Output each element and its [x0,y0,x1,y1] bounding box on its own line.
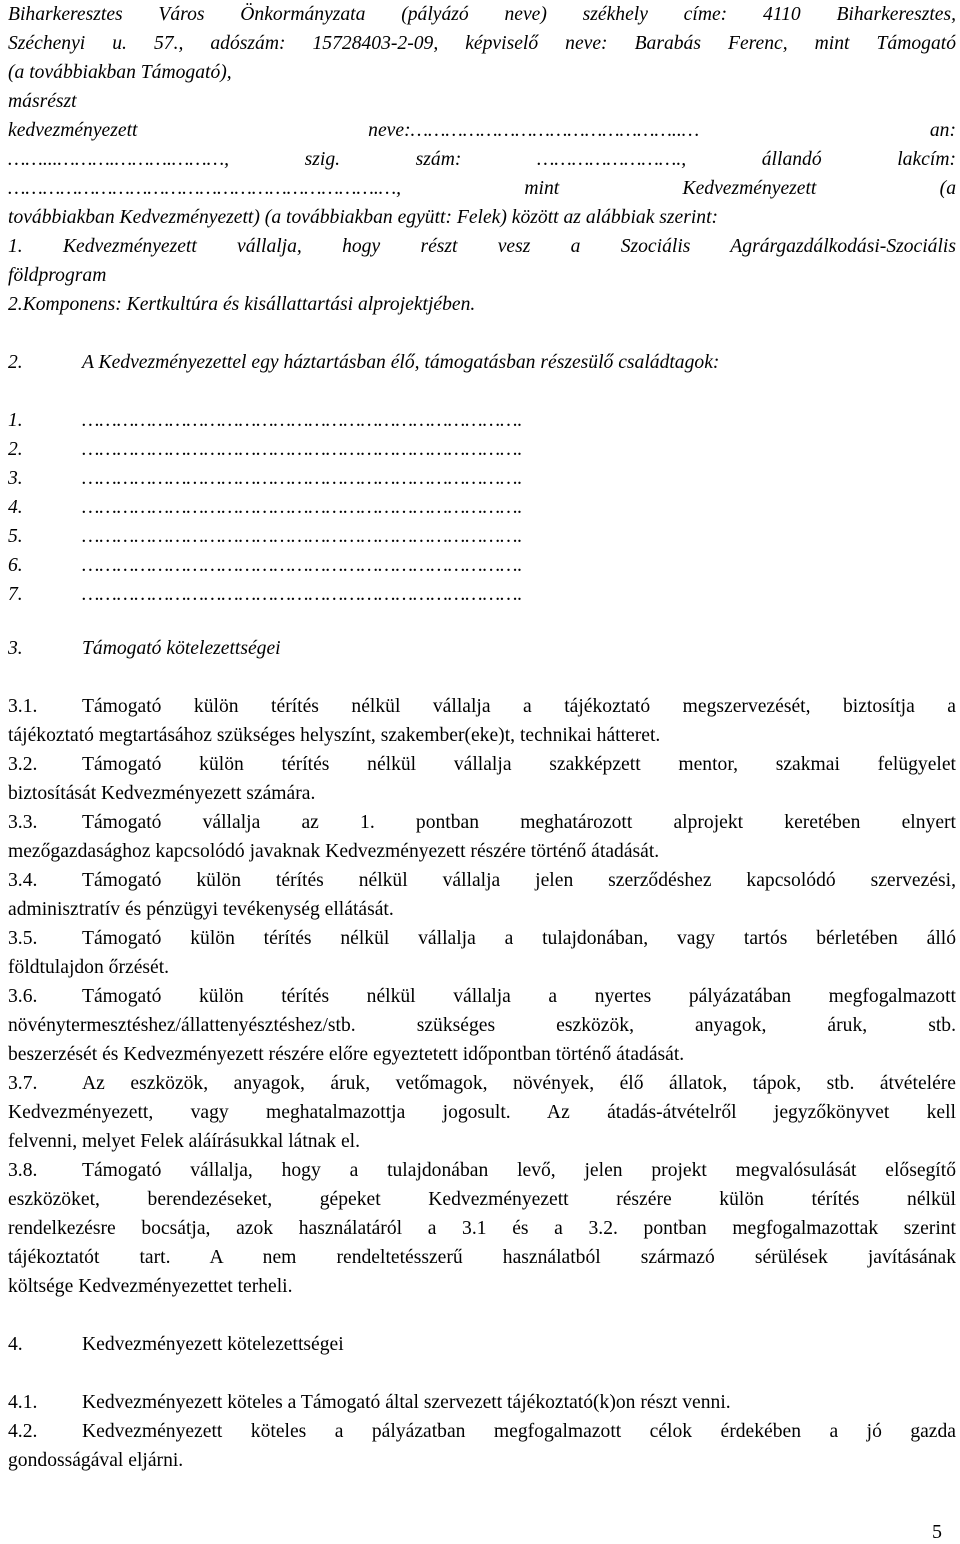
intro-line: továbbiakban Kedvezményezett) (a továbbiakban együtt: Felek) között az alábbiak szerint: [8,207,719,228]
paragraph-3-5-line [8,927,956,951]
section-number: 2. [8,352,23,373]
section-title: Támogató kötelezettségei [82,638,281,659]
paragraph-text: Támogató vállalja az 1. pontban meghatározott alprojekt keretében elnyert [82,812,956,833]
paragraph-text: Támogató külön térítés nélkül vállalja szakképzett mentor, szakmai felügyelet [82,754,956,775]
paragraph-number: 3.5. [8,928,38,949]
paragraph-number: 4.2. [8,1421,38,1442]
blank-line: …………………………………………………………………. [82,526,523,547]
paragraph-3-2-line: biztosítását Kedvezményezett számára. [8,783,316,804]
paragraph-3-4-line: adminisztratív és pénzügyi tevékenység ellátását. [8,899,394,920]
intro-line: Széchenyi u. 57., adószám: 15728403-2-09, képviselő neve: Barabás Ferenc, mint Támogató [8,33,956,54]
paragraph-3-8-line: költsége Kedvezményezettet terheli. [8,1276,293,1297]
paragraph-number: 3.4. [8,870,38,891]
list-number: 4. [8,497,23,518]
section1-line: 2.Komponens: Kertkultúra és kisállattartási alprojektjében. [8,294,476,315]
paragraph-text: Támogató külön térítés nélkül vállalja a tájékoztató megszervezését, biztosítja a [82,696,956,717]
paragraph-number: 3.7. [8,1073,38,1094]
list-item [8,409,956,433]
paragraph-3-2-line [8,753,956,777]
paragraph-text: Támogató külön térítés nélkül vállalja a nyertes pályázatában megfogalmazott [82,986,956,1007]
paragraph-number: 3.6. [8,986,38,1007]
paragraph-4-2-line: gondosságával eljárni. [8,1450,184,1471]
paragraph-3-7-line: felvenni, melyet Felek aláírásukkal látnak el. [8,1131,361,1152]
paragraph-number: 3.3. [8,812,38,833]
paragraph-text: Támogató vállalja, hogy a tulajdonában levő, jelen projekt megvalósulását elősegítő [82,1160,956,1181]
list-number: 2. [8,439,23,460]
blank-line: …………………………………………………………………. [82,439,523,460]
paragraph-4-2-line [8,1420,956,1444]
blank-line: …………………………………………………………………. [82,584,523,605]
paragraph-3-5-line: földtulajdon őrzését. [8,957,170,978]
section-number: 4. [8,1334,23,1355]
paragraph-text: Kedvezményezett köteles a Támogató által szervezett tájékoztató(k)on részt venni. [82,1392,731,1413]
paragraph-3-1-line [8,695,956,719]
list-item [8,438,956,462]
paragraph-3-3-line: mezőgazdasághoz kapcsolódó javaknak Kedvezményezett részére történő átadását. [8,841,660,862]
blank-line: …………………………………………………………………. [82,497,523,518]
section-title: A Kedvezményezettel egy háztartásban élő, támogatásban részesülő családtagok: [82,352,720,373]
paragraph-3-4-line [8,869,956,893]
list-item [8,525,956,549]
paragraph-3-3-line [8,811,956,835]
section1-line: földprogram [8,265,107,286]
paragraph-number: 3.8. [8,1160,38,1181]
intro-line: (a továbbiakban Támogató), [8,62,232,83]
list-item [8,496,956,520]
page-number: 5 [932,1521,942,1543]
blank-line: …………………………………………………………………. [82,410,523,431]
section3-heading [8,637,956,661]
paragraph-3-6-line: növénytermesztéshez/állattenyésztéshez/stb. szükséges eszközök, anyagok, áruk, stb. [8,1015,956,1036]
paragraph-3-8-line: eszközöket, berendezéseket, gépeket Kedvezményezett részére külön térítés nélkül [8,1189,956,1210]
list-item [8,554,956,578]
list-number: 5. [8,526,23,547]
intro-line: ……………………………………………………….…, mint Kedvezményezett (a [8,178,956,199]
list-item [8,583,956,607]
paragraph-4-1-line [8,1391,956,1415]
paragraph-number: 3.1. [8,696,38,717]
intro-line: Biharkeresztes Város Önkormányzata (pályázó neve) székhely címe: 4110 Biharkeresztes, [8,4,956,25]
list-number: 7. [8,584,23,605]
paragraph-text: Az eszközök, anyagok, áruk, vetőmagok, növények, élő állatok, tápok, stb. átvételére [82,1073,956,1094]
paragraph-3-7-line [8,1072,956,1096]
paragraph-text: Kedvezményezett köteles a pályázatban megfogalmazott célok érdekében a jó gazda [82,1421,956,1442]
paragraph-3-1-line: tájékoztató megtartásához szükséges helyszínt, szakember(eke)t, technikai hátteret. [8,725,661,746]
blank-line: …………………………………………………………………. [82,468,523,489]
section-number: 3. [8,638,23,659]
blank-line: …………………………………………………………………. [82,555,523,576]
paragraph-3-6-line: beszerzését és Kedvezményezett részére előre egyeztetett időpontban történő átadását. [8,1044,685,1065]
intro-line: ……...……….……….………, szig. szám: ……………………., állandó lakcím: [8,149,956,170]
paragraph-3-8-line: tájékoztatót tart. A nem rendeltetésszerű használatból származó sérülések javításának [8,1247,956,1268]
section-title: Kedvezményezett kötelezettségei [82,1334,344,1355]
paragraph-text: Támogató külön térítés nélkül vállalja a tulajdonában, vagy tartós bérletében álló [82,928,956,949]
list-number: 6. [8,555,23,576]
list-number: 3. [8,468,23,489]
list-number: 1. [8,410,23,431]
paragraph-number: 4.1. [8,1392,38,1413]
paragraph-3-8-line: rendelkezésre bocsátja, azok használatáról a 3.1 és a 3.2. pontban megfogalmazottak szerint [8,1218,956,1239]
paragraph-3-6-line [8,985,956,1009]
paragraph-text: Támogató külön térítés nélkül vállalja jelen szerződéshez kapcsolódó szervezési, [82,870,956,891]
section2-heading [8,351,956,375]
intro-line: másrészt [8,91,77,112]
paragraph-number: 3.2. [8,754,38,775]
section4-heading [8,1333,956,1357]
paragraph-3-7-line: Kedvezményezett, vagy meghatalmazottja jogosult. Az átadás-átvételről jegyzőkönyvet kell [8,1102,956,1123]
paragraph-3-8-line [8,1159,956,1183]
list-item [8,467,956,491]
intro-line: kedvezményezett neve:………………………………………..… an: [8,120,956,141]
section1-line: 1. Kedvezményezett vállalja, hogy részt vesz a Szociális Agrárgazdálkodási-Szociális [8,236,956,257]
